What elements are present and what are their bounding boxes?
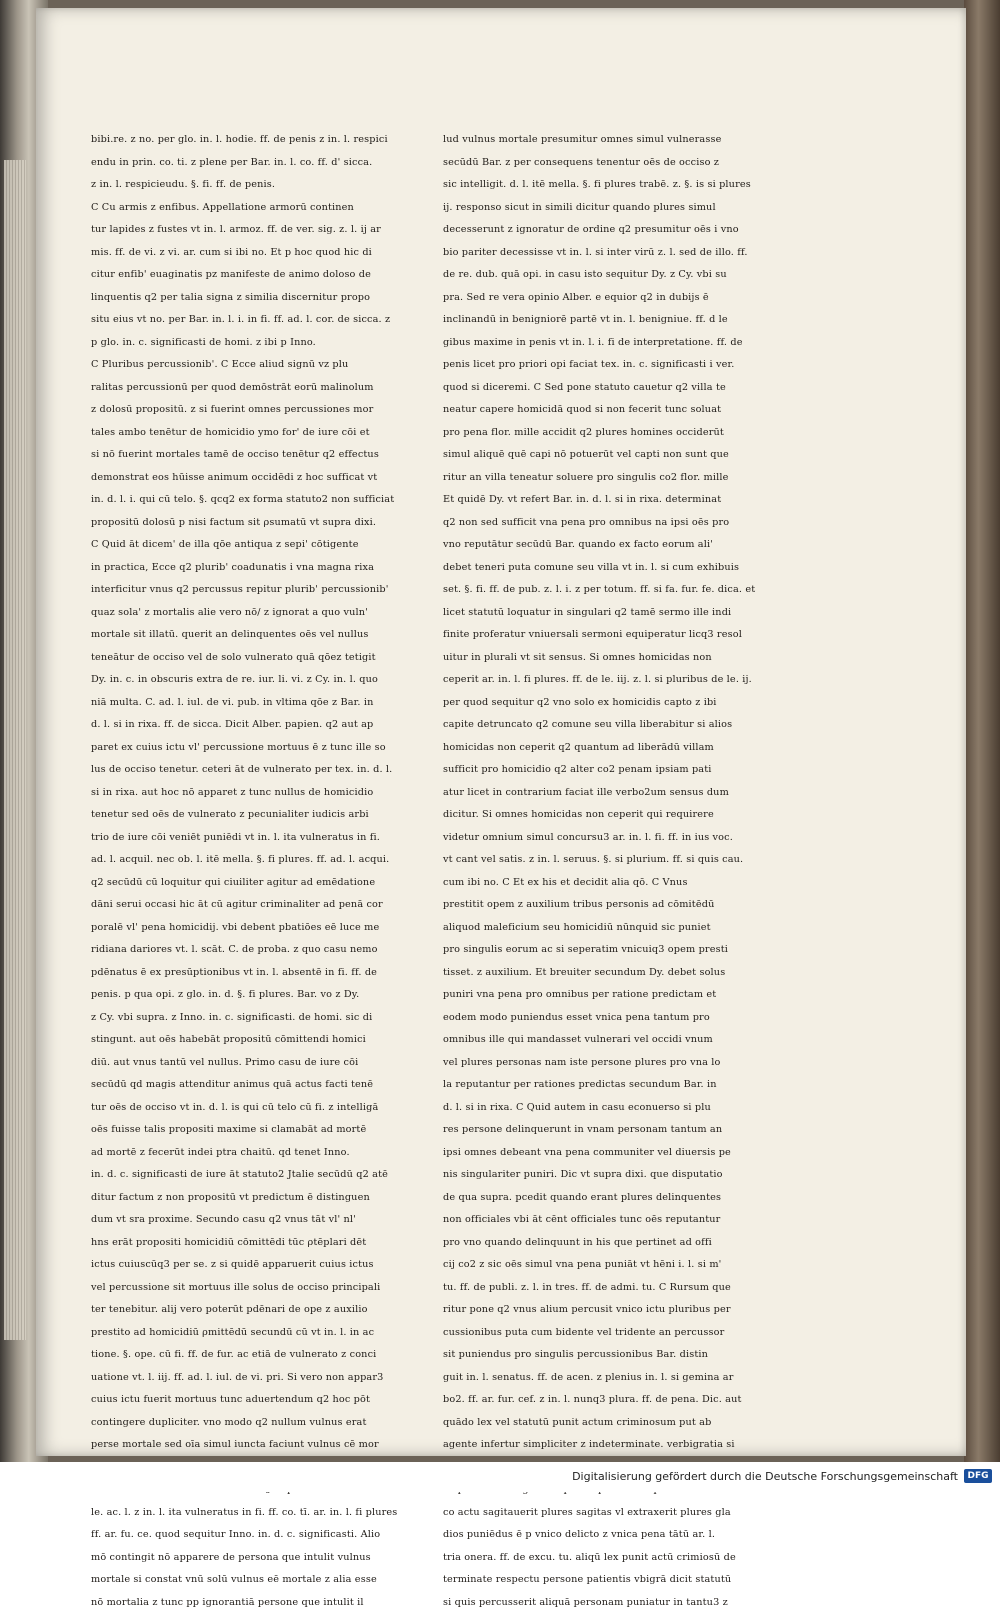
text-line: ditur factum z non propositū vt predictum ē distinguen xyxy=(91,1187,446,1210)
text-line: Et quidē Dy. vt refert Bar. in. d. l. si in rixa. determinat xyxy=(443,489,808,512)
text-line: d. l. si in rixa. ff. de sicca. Dicit Alber. papien. q2 aut ap xyxy=(91,714,446,737)
text-line: homicidas non ceperit q2 quantum ad liberādū villam xyxy=(443,737,808,760)
text-line: perse mortale sed oīa simul iuncta faciunt vulnus cē mor xyxy=(91,1434,446,1457)
text-line: cum ibi no. C Et ex his et decidit alia qō. C Vnus xyxy=(443,872,808,895)
text-line: simul aliquē quē capi nō potuerūt vel capti non sunt que xyxy=(443,444,808,467)
text-line: q2 secūdū cū loquitur qui ciuiliter agitur ad emēdatione xyxy=(91,872,446,895)
text-line: contingere dupliciter. vno modo q2 nullum vulnus erat xyxy=(91,1412,446,1435)
text-line: hns erāt propositi homicidiū cōmittēdi tūc ρtēplari dēt xyxy=(91,1232,446,1255)
text-line: ridiana dariores vt. l. scāt. C. de proba. z quo casu nemo xyxy=(91,939,446,962)
text-line: atur licet in contrarium faciat ille verbo2um sensus dum xyxy=(443,782,808,805)
text-line: p glo. in. c. significasti de homi. z ibi p Inno. xyxy=(91,332,446,355)
text-line: penis licet pro priori opi faciat tex. in. c. significasti i ver. xyxy=(443,354,808,377)
text-line: mō contingit nō apparere de persona que intulit vulnus xyxy=(91,1547,446,1570)
text-line: ter tenebitur. alij vero poterūt pdēnari de ope z auxilio xyxy=(91,1299,446,1322)
text-line: ad. l. acquil. nec ob. l. itē mella. §. fi plures. ff. ad. l. acqui. xyxy=(91,849,446,872)
text-line: ipsi omnes debeant vna pena communiter vel diuersis pe xyxy=(443,1142,808,1165)
text-line: finite proferatur vniuersali sermoni equiperatur licq3 resol xyxy=(443,624,808,647)
text-line: nō mortalia z tunc pp ignorantiā persone que intulit il xyxy=(91,1592,446,1614)
text-line: inclinandū in benigniorē partē vt in. l. benigniue. ff. d le xyxy=(443,309,808,332)
text-line: guit in. l. senatus. ff. de acen. z plenius in. l. si gemina ar xyxy=(443,1367,808,1390)
text-line: tur oēs de occiso vt in. d. l. is qui cū telo cū fi. z intelligā xyxy=(91,1097,446,1120)
text-line: in practica, Ecce q2 plurib' coadunatis i vna magna rixa xyxy=(91,557,446,580)
text-line: la reputantur per rationes predictas secundum Bar. in xyxy=(443,1074,808,1097)
text-line: lud vulnus mortale presumitur omnes simul vulnerasse xyxy=(443,129,808,152)
text-line: uatione vt. l. iij. ff. ad. l. iul. de vi. pri. Si vero non appar3 xyxy=(91,1367,446,1390)
book-right-edge xyxy=(964,0,1000,1462)
text-line: eodem modo puniendus esset vnica pena tantum pro xyxy=(443,1007,808,1030)
text-line: si nō fuerint mortales tamē de occiso tenētur q2 effectus xyxy=(91,444,446,467)
text-line: stingunt. aut oēs habebāt propositū cōmittendi homici xyxy=(91,1029,446,1052)
text-line: propositū dolosū p nisi factum sit ρsumatū vt supra dixi. xyxy=(91,512,446,535)
text-line: puniri vna pena pro omnibus per ratione predictam et xyxy=(443,984,808,1007)
text-line: terminate respectu persone patientis vbigrā dicit statutū xyxy=(443,1569,808,1592)
text-line: debet teneri puta comune seu villa vt in. l. si cum exhibuis xyxy=(443,557,808,580)
text-line: decesserunt z ignoratur de ordine q2 presumitur oēs i vno xyxy=(443,219,808,242)
text-line: de re. dub. quā opi. in casu isto sequitur Dy. z Cy. vbi su xyxy=(443,264,808,287)
text-line: niā multa. C. ad. l. iul. de vi. pub. in vltima qōe z Bar. in xyxy=(91,692,446,715)
text-line: res persone delinquerunt in vnam personam tantum an xyxy=(443,1119,808,1142)
text-line: per quod sequitur q2 vno solo ex homicidis capto z ibi xyxy=(443,692,808,715)
text-line: tenetur sed oēs de vulnerato z pecunialiter iudicis arbi xyxy=(91,804,446,827)
left-text-column xyxy=(91,129,446,1614)
text-line: tisset. z auxilium. Et breuiter secundum Dy. debet solus xyxy=(443,962,808,985)
text-line: trio de iure cōi veniēt puniēdi vt in. l. ita vulneratus in fi. xyxy=(91,827,446,850)
text-line: videtur omnium simul concursu3 ar. in. l. fi. ff. in ius voc. xyxy=(443,827,808,850)
page-leaf xyxy=(36,8,966,1456)
text-line: demonstrat eos hūisse animum occidēdi z hoc sufficat vt xyxy=(91,467,446,490)
text-line: gibus maxime in penis vt in. l. i. fi de interpretatione. ff. de xyxy=(443,332,808,355)
text-line: cussionibus puta cum bidente vel tridente an percussor xyxy=(443,1322,808,1345)
text-line: neatur capere homicidā quod si non fecerit tunc soluat xyxy=(443,399,808,422)
text-line: si in rixa. aut hoc nō apparet z tunc nullus de homicidio xyxy=(91,782,446,805)
book-left-page-stack xyxy=(4,160,26,1340)
text-line: prestito ad homicidiū ρmittēdū secundū cū vt in. l. in ac xyxy=(91,1322,446,1345)
text-line: sit puniendus pro singulis percussionibus Bar. distin xyxy=(443,1344,808,1367)
text-line: C Cu armis z enfibus. Appellatione armorū continen xyxy=(91,197,446,220)
text-line: nis singulariter puniri. Dic vt supra dixi. que disputatio xyxy=(443,1164,808,1187)
text-line: Dy. in. c. in obscuris extra de re. iur. li. vi. z Cy. in. l. quo xyxy=(91,669,446,692)
text-line: licet statutū loquatur in singulari q2 tamē sermo ille indi xyxy=(443,602,808,625)
text-line: quod si diceremi. C Sed pone statuto cauetur q2 villa te xyxy=(443,377,808,400)
text-line: z in. l. respicieudu. §. fi. ff. de penis. xyxy=(91,174,446,197)
right-text-column xyxy=(443,129,808,1614)
text-line: penis. p qua opi. z glo. in. d. §. fi plures. Bar. vo z Dy. xyxy=(91,984,446,1007)
text-line: quaz sola' z mortalis alie vero nō/ z ignorat a quo vuln' xyxy=(91,602,446,625)
text-line: capite detruncato q2 comune seu villa liberabitur si alios xyxy=(443,714,808,737)
text-line: mortale si constat vnū solū vulnus eē mortale z alia esse xyxy=(91,1569,446,1592)
dfg-logo: DFG xyxy=(964,1469,992,1483)
text-line: pro vno quando delinquunt in his que pertinet ad offi xyxy=(443,1232,808,1255)
text-line: in. d. l. i. qui cū telo. §. qcq2 ex forma statuto2 non sufficiat xyxy=(91,489,446,512)
funding-credit: Digitalisierung gefördert durch die Deutsche Forschungsgemeinschaft xyxy=(572,1470,958,1483)
text-line: quādo lex vel statutū punit actum criminosum put ab xyxy=(443,1412,808,1435)
text-line: ff. ar. fu. ce. quod sequitur Inno. in. d. c. significasti. Alio xyxy=(91,1524,446,1547)
text-line: tria onera. ff. de excu. tu. aliqū lex punit actū crimiosū de xyxy=(443,1547,808,1570)
text-line: non officiales vbi āt cēnt officiales tunc oēs reputantur xyxy=(443,1209,808,1232)
text-line: z Cy. vbi supra. z Inno. in. c. significasti. de homi. sic di xyxy=(91,1007,446,1030)
text-line: dum vt sra proxime. Secundo casu q2 vnus tāt vl' nl' xyxy=(91,1209,446,1232)
text-line: bio pariter decessisse vt in. l. si inter virū z. l. sed de illo. ff. xyxy=(443,242,808,265)
text-line: situ eius vt no. per Bar. in. l. i. in fi. ff. ad. l. cor. de sicca. z xyxy=(91,309,446,332)
text-line: in. d. c. significasti de iure āt statuto2 Jtalie secūdū q2 atē xyxy=(91,1164,446,1187)
text-line: secūdū qd magis attenditur animus quā actus facti tenē xyxy=(91,1074,446,1097)
text-line: sufficit pro homicidio q2 alter co2 penam ipsiam pati xyxy=(443,759,808,782)
text-line: aliquod maleficium seu homicidiū nūnquid sic puniet xyxy=(443,917,808,940)
text-line: endu in prin. co. ti. z plene per Bar. in. l. co. ff. d' sicca. xyxy=(91,152,446,175)
text-line: uitur in plurali vt sit sensus. Si omnes homicidas non xyxy=(443,647,808,670)
text-line: bibi.re. z no. per glo. in. l. hodie. ff. de penis z in. l. respici xyxy=(91,129,446,152)
text-line: interficitur vnus q2 percussus repitur plurib' percussionib' xyxy=(91,579,446,602)
text-line: z dolosū propositū. z si fuerint omnes percussiones mor xyxy=(91,399,446,422)
text-line: agente infertur simpliciter z indeterminate. verbigratia si xyxy=(443,1434,808,1457)
text-line: pro singulis eorum ac si seperatim vnicuiq3 opem presti xyxy=(443,939,808,962)
text-line: tu. ff. de publi. z. l. in tres. ff. de admi. tu. C Rursum que xyxy=(443,1277,808,1300)
text-line: si quis percusserit aliquā personam puniatur in tantu3 z xyxy=(443,1592,808,1614)
text-line: omnibus ille qui mandasset vulnerari vel occidi vnum xyxy=(443,1029,808,1052)
text-line: C Pluribus percussionib'. C Ecce aliud signū vz plu xyxy=(91,354,446,377)
text-line: dāni serui occasi hic āt cū agitur criminaliter ad penā cor xyxy=(91,894,446,917)
text-line: de qua supra. pcedit quando erant plures delinquentes xyxy=(443,1187,808,1210)
text-line: dicitur. Si omnes homicidas non ceperit qui requirere xyxy=(443,804,808,827)
text-line: vel plures personas nam iste persone plures pro vna lo xyxy=(443,1052,808,1075)
footer-bar xyxy=(0,1462,1000,1492)
text-line: co actu sagitauerit plures sagitas vl extraxerit plures gla xyxy=(443,1502,808,1525)
text-line: set. §. fi. ff. de pub. z. l. i. z per totum. ff. si fa. fur. fe. dica. et xyxy=(443,579,808,602)
text-line: vt cant vel satis. z in. l. seruus. §. si plurium. ff. si quis cau. xyxy=(443,849,808,872)
text-line: dios puniēdus ē p vnico delicto z vnica pena tātū ar. l. xyxy=(443,1524,808,1547)
text-line: sic intelligit. d. l. itē mella. §. fi plures trabē. z. §. is si plures xyxy=(443,174,808,197)
text-line: C Quid āt dicem' de illa qōe antiqua z sepi' cōtigente xyxy=(91,534,446,557)
text-line: diū. aut vnus tantū vel nullus. Primo casu de iure cōi xyxy=(91,1052,446,1075)
text-line: prestitit opem z auxilium tribus personis ad cōmitēdū xyxy=(443,894,808,917)
text-line: linquentis q2 per talia signa z similia discernitur propo xyxy=(91,287,446,310)
text-line: d. l. si in rixa. C Quid autem in casu econuerso si plu xyxy=(443,1097,808,1120)
text-line: pra. Sed re vera opinio Alber. e equior q2 in dubijs ē xyxy=(443,287,808,310)
text-line: ceperit ar. in. l. fi plures. ff. de le. iij. z. l. si pluribus de le. ij. xyxy=(443,669,808,692)
text-line: mortale sit illatū. querit an delinquentes oēs vel nullus xyxy=(91,624,446,647)
text-line: teneātur de occiso vel de solo vulnerato quā qōez tetigit xyxy=(91,647,446,670)
text-line: oēs fuisse talis propositi maxime si clamabāt ad mortē xyxy=(91,1119,446,1142)
text-line: ralitas percussionū per quod demōstrāt eorū malinolum xyxy=(91,377,446,400)
text-line: tione. §. ope. cū fi. ff. de fur. ac etiā de vulnerato z conci xyxy=(91,1344,446,1367)
text-line: citur enfib' euaginatis pz manifeste de animo doloso de xyxy=(91,264,446,287)
text-line: ritur an villa teneatur soluere pro singulis co2 flor. mille xyxy=(443,467,808,490)
text-line: poralē vl' pena homicidij. vbi debent pbatiōes eē luce me xyxy=(91,917,446,940)
text-line: lus de occiso tenetur. ceteri āt de vulnerato per tex. in. d. l. xyxy=(91,759,446,782)
text-line: tales ambo tenētur de homicidio ymo for' de iure cōi et xyxy=(91,422,446,445)
text-line: ij. responso sicut in simili dicitur quando plures simul xyxy=(443,197,808,220)
text-line: cuius ictu fuerit mortuus tunc aduertendum q2 hoc pōt xyxy=(91,1389,446,1412)
text-line: secūdū Bar. z per consequens tenentur oēs de occiso z xyxy=(443,152,808,175)
text-line: tur lapides z fustes vt in. l. armoz. ff. de ver. sig. z. l. ij ar xyxy=(91,219,446,242)
text-line: pdēnatus ē ex presūptionibus vt in. l. absentē in fi. ff. de xyxy=(91,962,446,985)
text-line: ad mortē z fecerūt indei ptra chaitū. qd tenet Inno. xyxy=(91,1142,446,1165)
text-line: pro pena flor. mille accidit q2 plures homines occiderūt xyxy=(443,422,808,445)
text-line: le. ac. l. z in. l. ita vulneratus in fi. ff. co. tī. ar. in. l. fi plures xyxy=(91,1502,446,1525)
text-line: q2 non sed sufficit vna pena pro omnibus na ipsi oēs pro xyxy=(443,512,808,535)
text-line: vno reputātur secūdū Bar. quando ex facto eorum ali' xyxy=(443,534,808,557)
text-line: vel percussione sit mortuus ille solus de occiso principali xyxy=(91,1277,446,1300)
text-line: ictus cuiuscūq3 per se. z si quidē apparuerit cuius ictus xyxy=(91,1254,446,1277)
text-line: cij co2 z sic oēs simul vna pena puniāt vt hēni i. l. si m' xyxy=(443,1254,808,1277)
text-line: bo2. ff. ar. fur. cef. z in. l. nunq3 plura. ff. de pena. Dic. aut xyxy=(443,1389,808,1412)
text-line: ritur pone q2 vnus alium percusit vnico ictu pluribus per xyxy=(443,1299,808,1322)
text-line: mis. ff. de vi. z vi. ar. cum si ibi no. Et p hoc quod hic di xyxy=(91,242,446,265)
text-line: paret ex cuius ictu vl' percussione mortuus ē z tunc ille so xyxy=(91,737,446,760)
